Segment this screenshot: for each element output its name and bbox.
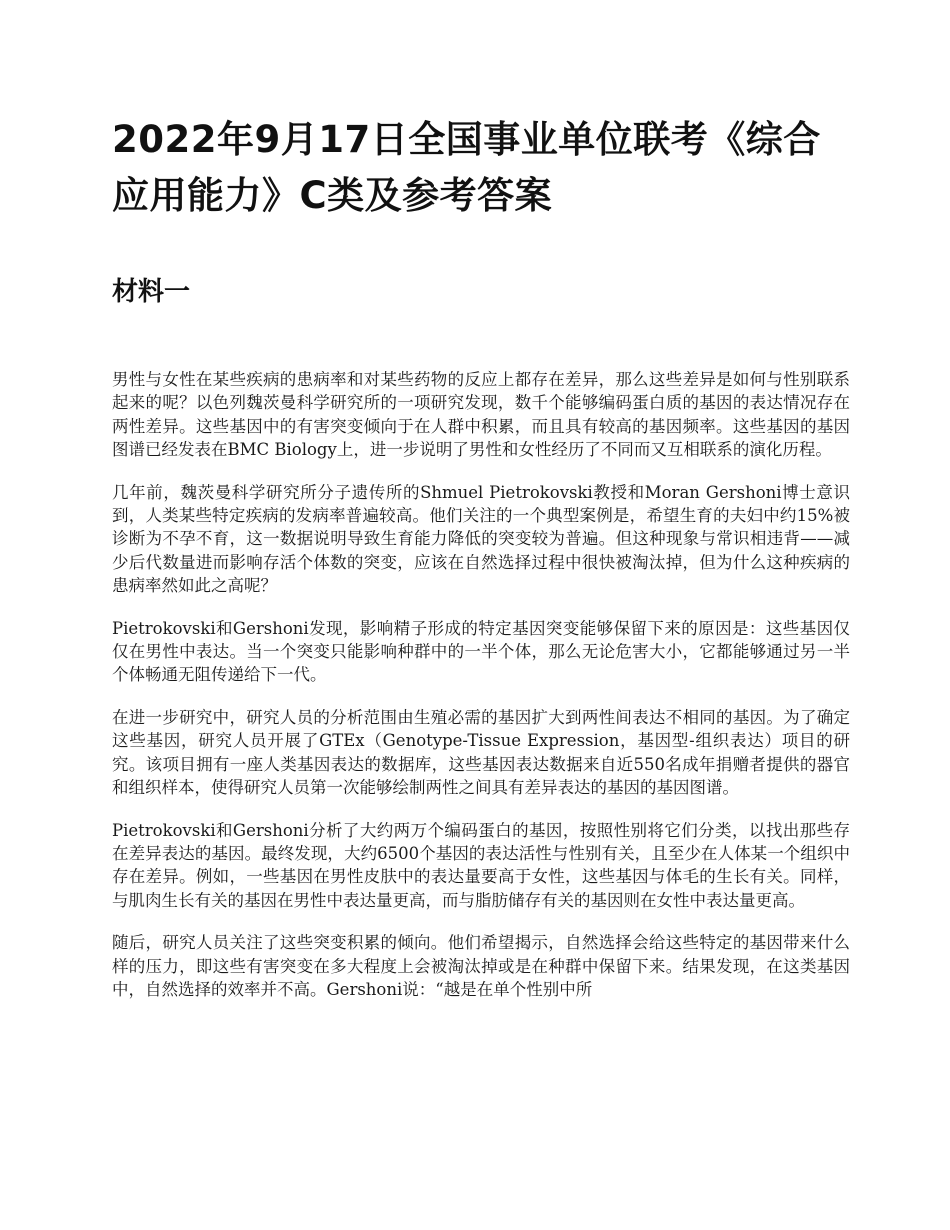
paragraph: Pietrokovski和Gershoni分析了大约两万个编码蛋白的基因，按照性别将它们分类，以找出那些存在差异表达的基因。最终发现，大约6500个基因的表达活性与性别有关，且至少在人体某一个组织中存在差异。例如，一些基因在男性皮肤中的表达量要高于女性，这些基因与体毛的生长有关。同样，与肌肉生长有关的基因在男性中表达量更高，而与脂肪储存有关的基因则在女性中表达量更高。 (112, 820, 850, 910)
document-title: 2022年9月17日全国事业单位联考《综合应用能力》C类及参考答案 (112, 118, 821, 217)
paragraph: 在进一步研究中，研究人员的分析范围由生殖必需的基因扩大到两性间表达不相同的基因。为了确定这些基因，研究人员开展了GTEx（Genotype-Tissue Expression，基因型-组织表达）项目的研究。该项目拥有一座人类基因表达的数据库，这些基因表达数据来自近550名成年捐赠者提供的器官和组织样本，使得研究人员第一次能够绘制两性之间具有差异表达的基因的基因图谱。 (112, 707, 850, 798)
paragraph: 男性与女性在某些疾病的患病率和对某些药物的反应上都存在差异，那么这些差异是如何与性别联系起来的呢？以色列魏茨曼科学研究所的一项研究发现，数千个能够编码蛋白质的基因的表达情况存在两性差异。这些基因中的有害突变倾向于在人群中积累，而且具有较高的基因频率。这些基因的基因图谱已经发表在BMC Biology上，进一步说明了男性和女性经历了不同而又互相联系的演化历程。 (112, 370, 850, 460)
section-heading: 材料一 (112, 277, 191, 307)
paragraph: 随后，研究人员关注了这些突变积累的倾向。他们希望揭示，自然选择会给这些特定的基因带来什么样的压力，即这些有害突变在多大程度上会被淘汰掉或是在种群中保留下来。结果发现，在这类基因中，自然选择的效率并不高。Gershoni说：“越是在单个性别中所 (112, 933, 850, 999)
paragraph: Pietrokovski和Gershoni发现，影响精子形成的特定基因突变能够保留下来的原因是：这些基因仅仅在男性中表达。当一个突变只能影响种群中的一半个体，那么无论危害大小，它都能够通过另一半个体畅通无阻传递给下一代。 (112, 618, 850, 685)
body-text (112, 368, 850, 1020)
paragraph: 几年前，魏茨曼科学研究所分子遗传所的Shmuel Pietrokovski教授和Moran Gershoni博士意识到，人类某些特定疾病的发病率普遍较高。他们关注的一个典型案例是，希望生育的夫妇中约15%被诊断为不孕不育，这一数据说明导致生育能力降低的突变较为普遍。但这种现象与常识相违背——减少后代数量进而影响存活个体数的突变，应该在自然选择过程中很快被淘汰掉，但为什么这种疾病的患病率然如此之高呢？ (112, 482, 850, 596)
